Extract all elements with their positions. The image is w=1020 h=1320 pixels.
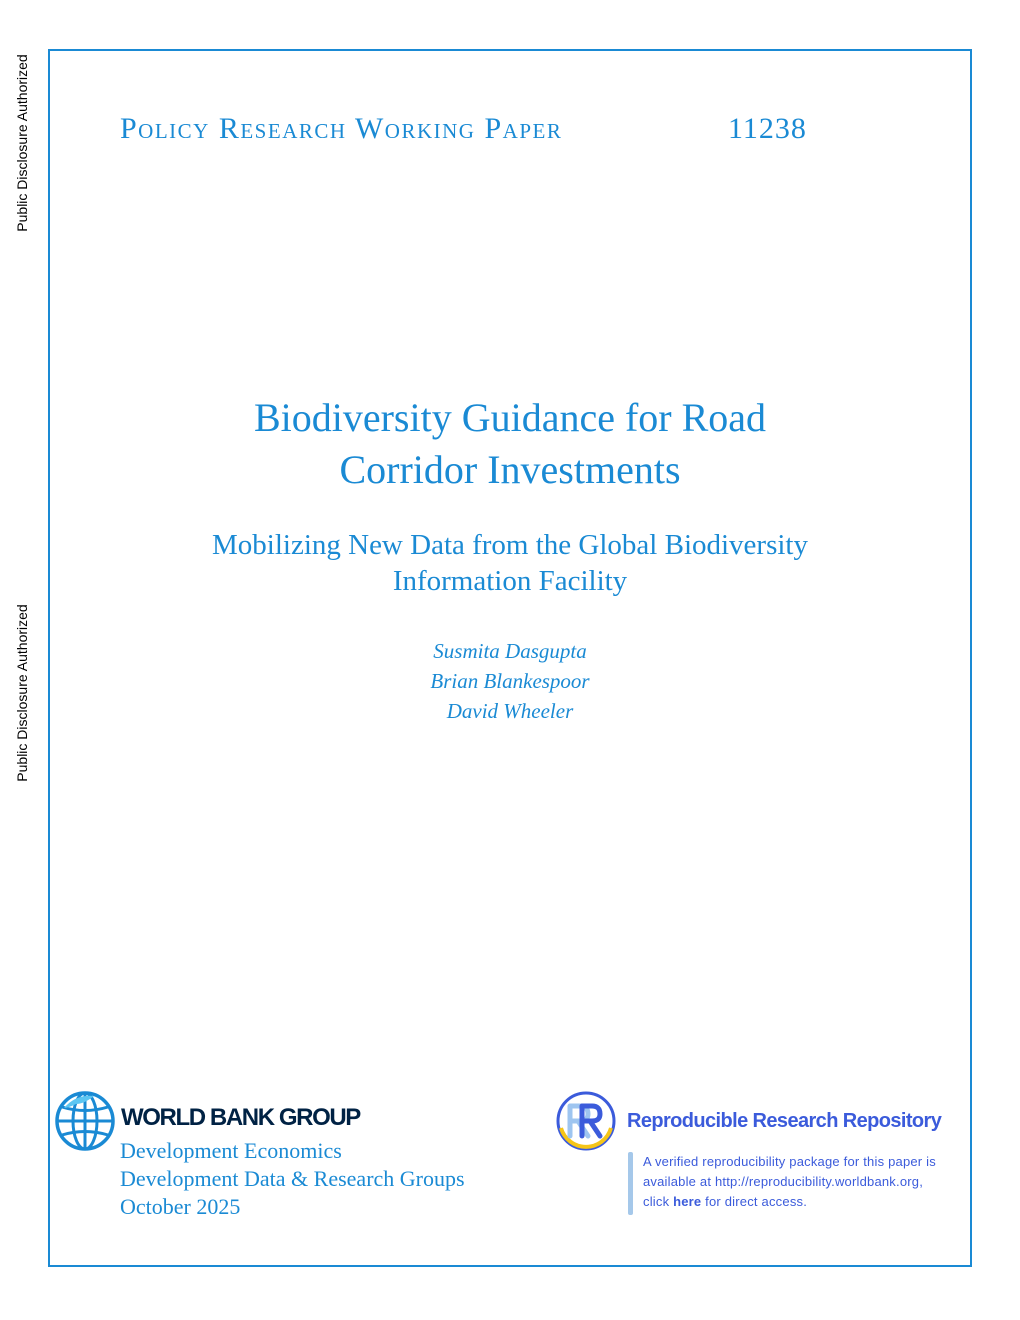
author-3: David Wheeler: [446, 699, 574, 723]
repository-text-line-2: available at http://reproducibility.worldbank.org,: [643, 1174, 924, 1189]
paper-number: 11238: [728, 112, 807, 145]
subtitle-line-1: Mobilizing New Data from the Global Biodiversity: [211, 529, 808, 561]
repository-text-suffix: for direct access.: [701, 1194, 808, 1209]
world-bank-globe-icon: [54, 1090, 116, 1152]
disclosure-label-top: Public Disclosure Authorized: [14, 54, 30, 232]
repository-here-link[interactable]: here: [673, 1194, 702, 1209]
author-1: Susmita Dasgupta: [433, 639, 587, 663]
publication-date: October 2025: [120, 1194, 241, 1219]
author-2: Brian Blankespoor: [430, 669, 590, 693]
department: Development Economics: [120, 1138, 342, 1163]
repository-text-line-1: A verified reproducibility package for this paper is: [643, 1154, 936, 1169]
repository-text-prefix: click: [643, 1194, 674, 1209]
repository-accent-bar: [628, 1152, 633, 1215]
repository-text-line-3: [643, 1194, 807, 1209]
research-group: Development Data & Research Groups: [120, 1166, 465, 1191]
title-line-2: Corridor Investments: [339, 447, 681, 492]
subtitle-line-2: Information Facility: [392, 565, 628, 597]
title-line-1: Biodiversity Guidance for Road: [253, 395, 767, 440]
world-bank-group-wordmark: WORLD BANK GROUP: [121, 1104, 360, 1131]
disclosure-label-bottom: Public Disclosure Authorized: [14, 604, 30, 782]
reproducible-research-logo-icon: [555, 1090, 617, 1152]
repository-name: Reproducible Research Repository: [627, 1110, 942, 1132]
series-name: Policy Research Working Paper: [120, 112, 563, 145]
